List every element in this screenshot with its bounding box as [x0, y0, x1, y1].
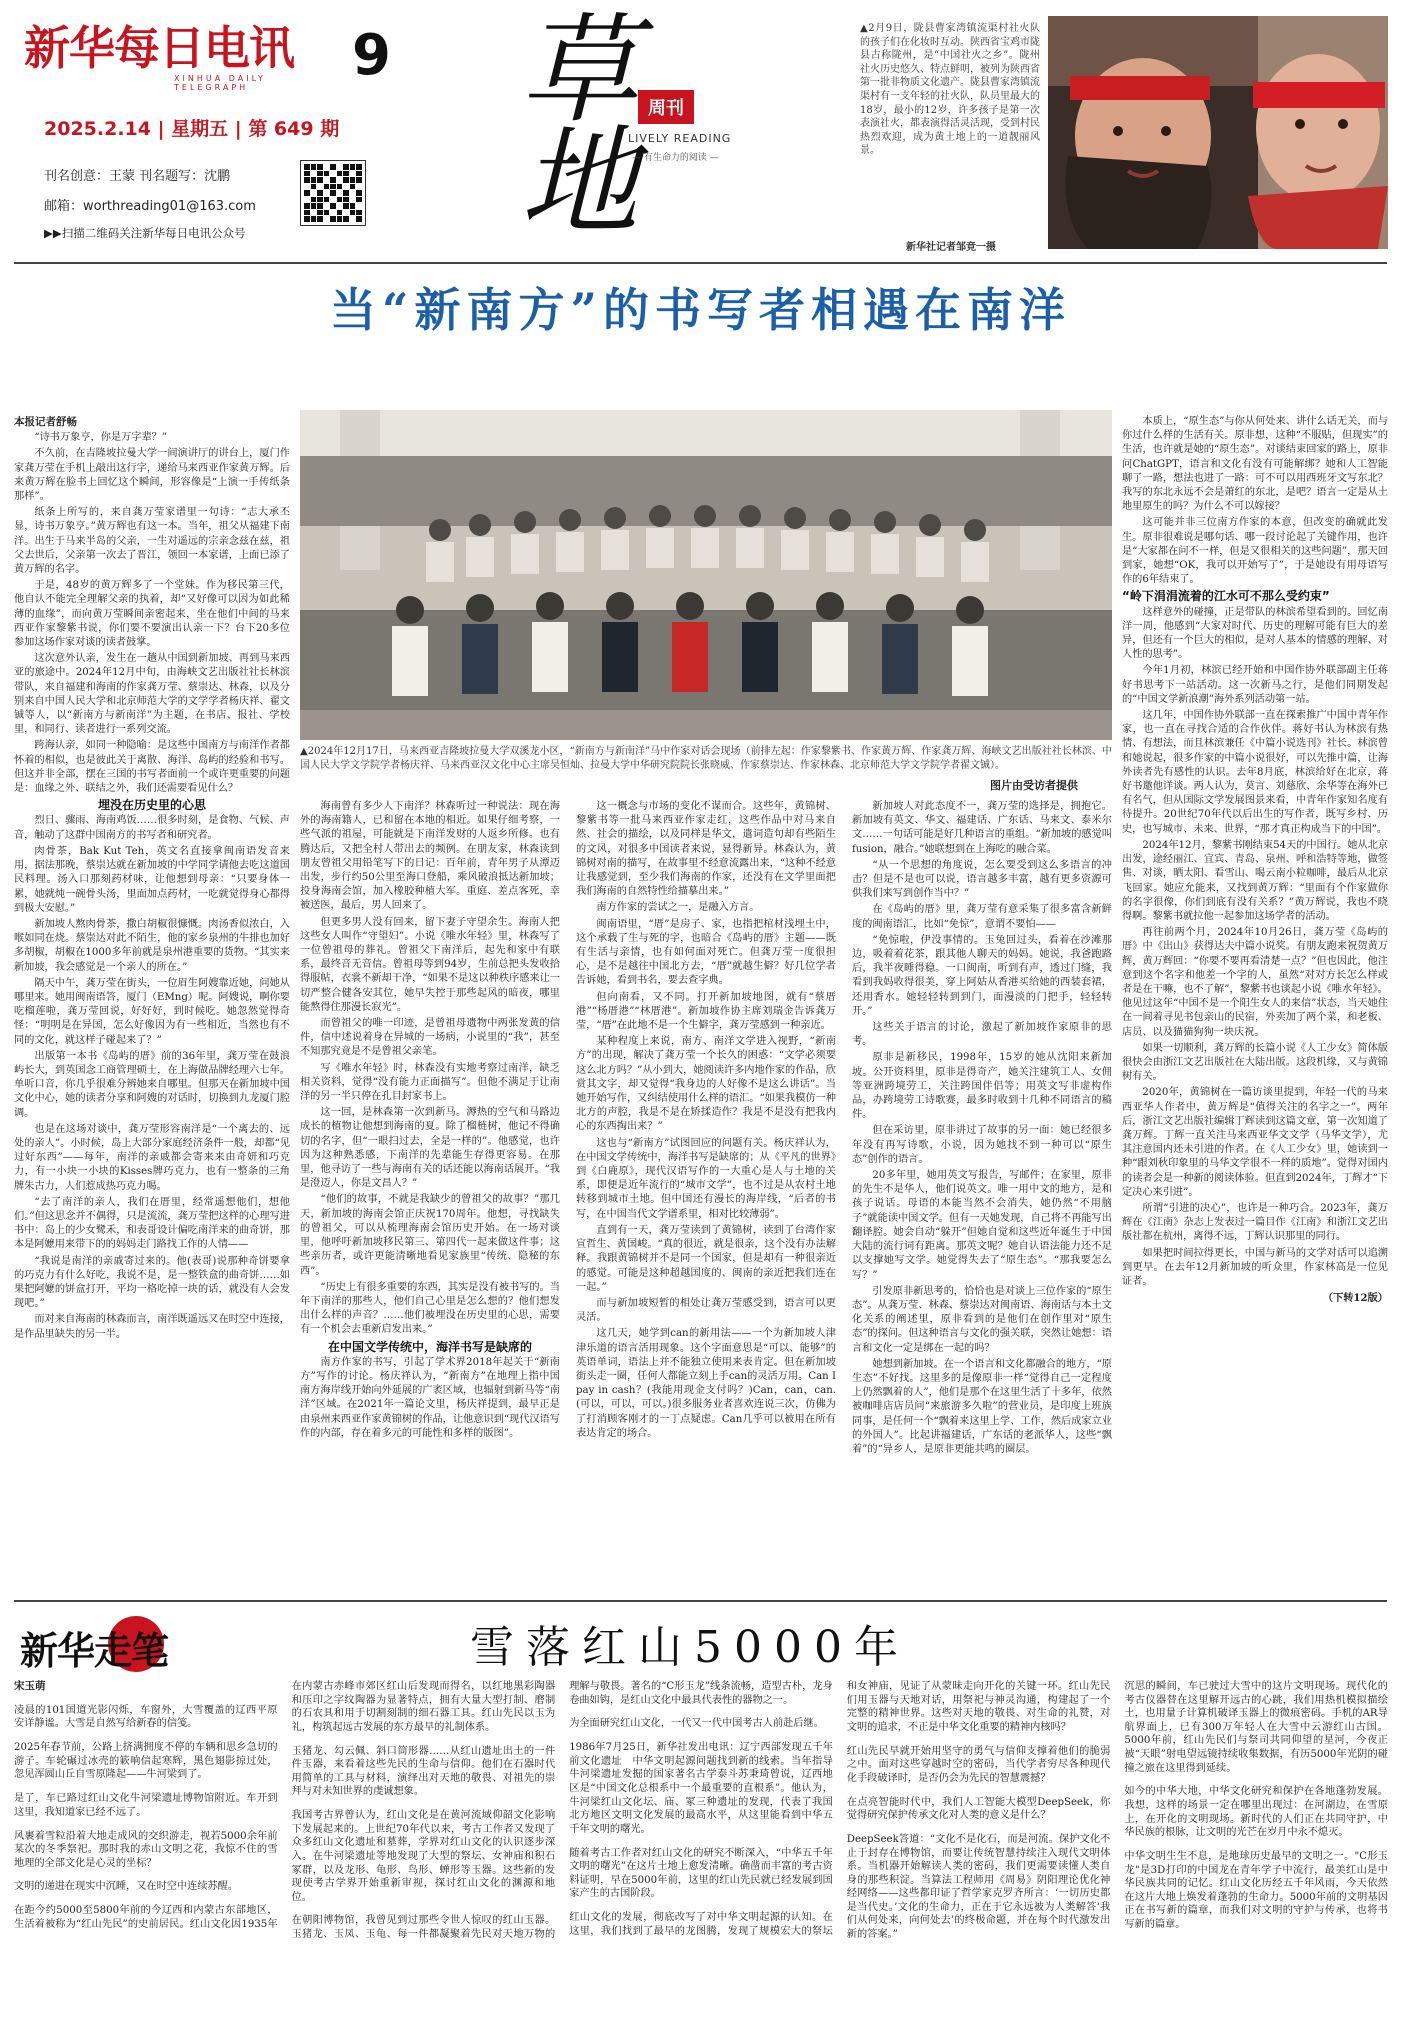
column-byline: 宋玉萌 — [14, 1680, 46, 1692]
paragraph: 这一回，是林森第一次到新马。溽热的空气和马路边成长的植物让他想到海南的夏。除了榴梿树，他记不得确切的名字，但“一眼扫过去，全是一样的”。他感觉，也许因为这种熟悉感，下南洋的先辈能生存得更容易。在那里，他寻访了一些与海南有关的话还能以海南话展开。“我是澄迈人，你是文昌人？” — [300, 1107, 560, 1190]
continue-note: （下转12版） — [1322, 1292, 1388, 1305]
section-logo — [520, 1, 760, 251]
paragraph: 这样意外的碰撞，正是带队的林滨希望看到的。回忆南洋一周，他感到“大家对时代、历史的理解可能有巨大的差异，但还有一个巨大的相似，是对人基本的情感的理解、对人性的思考”。 — [1122, 606, 1388, 661]
paragraph: 玉猪龙、勾云佩、斜口筒形器……从红山遗址出土的一件件玉器，来看着这些先民的生命与信仰。他们在石器时代用简单的工具与材料，演绎出对天地的敬畏、对祖先的崇拜与对未知世界的虔诚想象。 — [291, 1745, 556, 1798]
paragraph: 跨海认亲，如同一种隐喻：是这些中国南方与南洋作者都怀着的相似，也是彼此关于离散、海洋、岛屿的经验和书写。但这并非全部，摆在三国的书写者面前一个或许更重要的问题是：血缘之外、联结之外，我们还需要看见什么？ — [14, 740, 290, 795]
article-column-2 — [300, 800, 560, 1580]
paragraph: 这次意外认亲，发生在一趟从中国到新加坡、再到马来西亚的旅途中。2024年12月中旬，由海峡文艺出版社社长林滨带队，来自福建和海南的作家龚万莹、蔡崇达、林森，以及分别来自中国人民大学和北京师范大学的文学学者杨庆祥、翟文铖等人，以“新南方与新南洋”为主题，在书店、报社、学校里，和同行、读者进行一系列交流。 — [14, 653, 290, 736]
paragraph: 不久前，在吉隆坡拉曼大学一间演讲厅的讲台上，厦门作家龚万莹在手机上敲出这行字，递给马来西亚作家黄万辉。后来黄万辉在脸书上回忆这个瞬间，形容像是“上演一手传纸条那样”。 — [14, 448, 290, 503]
article-column-3 — [576, 800, 836, 1580]
scan-note: ▶▶扫描二维码关注新华每日电讯公众号 — [44, 226, 246, 240]
paragraph: 在点亮智能时代中，我们人工智能大模型DeepSeek，你觉得研究保护传承文化对人类的意义是什么？ — [846, 1796, 1111, 1822]
section-logo-text: 草地 — [520, 1, 639, 251]
paragraph: 南方作家的书写，引起了学术界2018年起关于“新南方”写作的讨论。杨庆祥认为，“新南方”在地理上指中国南方海岸线开始向外延展的广袤区域，也辐射到新马等“南洋”区域。在2021年一篇论文里，杨庆祥提到，最早正是由泉州来西亚作家黄锦树的作品，让他意识到“现代汉语写作的内部，存在着多元的可能性和多样的版图”。 — [300, 1356, 560, 1439]
paragraph: “历史上有很多重要的东西，其实是没有被书写的。当年下南洋的那些人，他们自己心里是怎么想的？他们想发出什么样的声音？……他们被埋没在历史里的心思，需要有一个机会去重新启发出来。” — [300, 1281, 560, 1336]
paragraph: “他们的故事，不就是我缺少的曾祖父的故事？”那几天，新加坡的海南会馆正庆祝170周年。他想，寻找缺失的曾祖父，可以从梳理海南会馆历史开始。在一场对谈里，他呼吁新加坡移民第三、第四代一起来做这件事；这些亲历者，或许更能清晰地看见家族里“传统、隐秘的东西”。 — [300, 1194, 560, 1277]
paragraph: “去了南洋的亲人，我们在厝里，经常遥想他们，想他们。”但这思念并不偶得，只是流流，龚万莹把这样的心理写进书中：岛上的少女鹭禾，和表哥设计偏吃南洋来的曲奇饼，那本是阿嬷用来带下的的妈妈走门路找工作的人情—— — [14, 1196, 290, 1251]
masthead-divider — [14, 262, 1387, 264]
paragraph: 于是，48岁的黄万辉多了一个堂妹。作为移民第三代，他自认不能完全理解父亲的执着，却“又好像可以因为如此稀薄的血缘”，而向黄万莹瞬间亲密起来，坐在他们中间的马来西亚作家黎紫书说，你们要不要演出认亲一下？台下20多位参加这场作家对谈的读者鼓掌。 — [14, 580, 290, 649]
section-badge: 周刊 — [638, 90, 694, 124]
paragraph: 这些关于语言的讨论，激起了新加坡作家原非的思考。 — [852, 1022, 1112, 1048]
subheading-ocean-writing: 在中国文学传统中，海洋书写是缺席的 — [327, 1339, 532, 1354]
paragraph: 新加坡人熬肉骨茶，撒白胡椒很慷慨。肉汤香似浓白，入喉如同在烧。蔡崇达对此不陌生，他的家乡泉州的牛排也加好多胡椒，胡椒在1000多年前就是泉州港重要的货物。“其实来新加坡，我会感觉是一个亲人的所在。” — [14, 918, 290, 973]
paragraph: 引发原非新思考的，恰恰也是对谈上三位作家的“原生态”。从龚万莹、林森、蔡崇达对闽南语、海南话与本土文化关系的阐述里，原非看到的是他们在创作里对“原生态”的探问。但这种语言与文化的强关联，突然让她想：语言和文化一定是绑在一起的吗？ — [852, 1285, 1112, 1354]
paragraph: 中华文明生生不息，是地球历史最早的文明之一。"C形玉龙"是3D打印的中国龙在青年学子中流行，最美红山是中华民族共同的记忆。红山文化历经五千年风雨，今天依然在这片大地上焕发着蓬勃的生命力。5000年前的文明基因正在书写新的篇章，而我们对文明的守护与传承，也将书写新的篇章。 — [1124, 1850, 1388, 1930]
paragraph: “免惊啦，伊没事情的。玉兔回过头，看着在沙滩那边，吸着着花茶，跟其他人聊天的妈妈。她说，我爸跑路后，我半夜睡得稳。一口闽南，听到有声，透过门缝，我看到我妈收得很美，穿上阿姑从香港买给她的西装套裙，还用香水。她轻轻转到到门，面漫淡的门把手，轻轻转开。” — [852, 934, 1112, 1017]
paragraph: 在距今约5000至5800年前的今辽西和内蒙古东部地区，生活着被称为“红山先民”的史前居民。红山文化因1935年在内蒙古赤峰市郊区红山后发现而得名，以红地黑彩陶器和压印之字纹陶器为显著特点，拥有大量大型打制、磨制的石农具和用于切割刻制的细石器工具。红山先民以玉为礼，构筑起远古发展的东方最早的礼制体系。 — [14, 1681, 556, 1930]
paragraph: 纸条上所写的，来自龚万莹家谱里一句诗：“志大承丕显，诗书万象亨。”黄万辉也有这一本。当年，祖父从福建下南洋。出生于马来半岛的父亲，一生对遥远的宗亲念兹在兹，祖父去世后，父亲第一次去了晋江，领回一本家谱，上面已添了黄万辉的名字。 — [14, 507, 290, 576]
article-column-5 — [1122, 415, 1388, 1580]
paragraph: 随着考古工作者对红山文化的研究不断深入，“中华五千年文明的曙光”在这片土地上愈发清晰。确凿而丰富的考古资料证明，早在5000年前，这里的红山先民就已经发展到国家产生的古国阶段。 — [569, 1847, 833, 1900]
paragraph: 新加坡人对此态度不一，龚万莹的选择是，拥抱它。新加坡有英文、华文、福建话、广东话、马来文、泰米尔文……一句话可能是好几种语言的重组。“新加坡的感觉叫fusion，融合。”她联想到在上海吃的融合菜。 — [852, 801, 1112, 855]
paragraph: 南方作家的尝试之一，是融入方言。 — [596, 902, 760, 914]
paragraph: 在《岛屿的厝》里，龚万莹有意采集了很多富含新鲜度的闽南语汇，比如“免惊”，意谓不要怕—— — [852, 904, 1112, 930]
masthead — [0, 0, 1401, 262]
article-column-4 — [852, 800, 1112, 1580]
paragraph: 这几年，中国作协外联部一直在探索推广中国中青年作家，也一直在寻找合适的合作伙伴。蒋好书认为林滨有热情、有想法，而且林滨兼任《中篇小说选刊》社长。林滨曾和她说起，很多作家的中篇小说很好，可以先推中篇，让海外读者先有感性的认识。去年8月底，林滨给好在北京，蒋好书邀他详谈。两人认为，莫言、刘慈欣、余华等在海外已有名气，但从国际文学发展图景来看，中青年作家知名度有待提升。20世纪70年代以后出生的写作者，既写乡村、历史，也写城市、未来、世界，“那才真正构成当下的中国”。 — [1122, 710, 1388, 835]
article-headline: 当“新南方”的书写者相遇在南洋 — [330, 283, 1071, 337]
paragraph: 文明的递进在现实中沉睡，又在时空中连续苏醒。 — [14, 1881, 239, 1893]
paragraph: 再往前两个月，2024年10月26日，龚万莹《岛屿的厝》中《出山》获得达夫中篇小说奖。有朋友跑来祝贺黄万辉，黄万辉回：“你要不要再看清楚一点？”但也因此，他注意到这个名字和他差一个字的人，虽然“对对方长怎么样或者是在干嘛，也不了解”，黎紫书也谈起小说《唯水年轻》。他见过这年“中国不是一个阳生女人的来信”状态，当天她住在一间着寻见书包亲山的民宿，外卖加了两个菜，和老板、店员、以及猫猫狗狗一块庆祝。 — [1122, 927, 1388, 1038]
group-photo-image — [300, 410, 1112, 740]
paragraph: 这一概念与市场的变化不谋而合。这些年，黄锦树、黎紫书等一批马来西亚作家走红，这些作品中对马来自然、社会的描绘，以及同样是华文，遣词造句却有些陌生的文风，对很多中国读者来说，显得新异。林森认为，黄锦树对南的描写，在故事里不经意流露出来，“这种不经意让我感觉到，至少我们海南的作家，还没有在文学里面把我们海南的自然特性给描摹出来。” — [576, 801, 836, 898]
paragraph: 我国考古界曾认为，红山文化是在黄河流域仰韶文化影响下发展起来的。上世纪70年代以来，考古工作者又发现了众多红山文化遗址和墓葬，学界对红山文化的认识逐步深入。在牛河梁遗址等地发现了大型的祭坛、女神庙和积石冢群，以及龙形、龟形、鸟形、蝉形等玉器。这些新的发现使考古学界开始重新审视，探讨红山文化的渊源和地位。 — [291, 1810, 556, 1903]
paragraph: 今年1月初，林滨已经开始和中国作协外联部副主任蒋好书思考下一站活动。这一次新马之行，是他们同期发起的“中国文学新浪潮”海外系列活动第一站。 — [1122, 665, 1388, 705]
paragraph: 20多年里，她用英文写报告，写邮件；在家里，原非的先生不是华人，他们说英文。唯一用中文的地方，是和孩子说话。母语的本能当然不会消失，她仍然“不用脑子”就能读中国文学。但有一天她发现，自己将不再能写出翻译腔。她会自动“躲开”但她自觉和这些近年诞生于中国大陆的流行词有距离。那英文呢？她自认语法能力还不足以支撑她写文学。她觉得失去了“原生态”。“那我要怎么写？” — [852, 1170, 1112, 1281]
paragraph: 红山先民早就开始用坚守的勇气与信仰支撑着他们的脆弱之中。面对这些穿越时空的密码，当代学者穷尽各种现代化手段破译时，是否仍会为先民的智慧震撼？ — [846, 1745, 1111, 1784]
subheading-buried-thoughts: 埋没在历史里的心思 — [97, 798, 206, 813]
paragraph: “我说是南洋的亲戚寄过来的。他(表哥)说那种奇饼要拿的巧克力有什么好吃，我说不是，是一整铁盒的曲奇饼……如果把阿嬷的饼盒打开，平均一格吃掉一块的话，就没有人会发现吧。” — [14, 1255, 290, 1310]
article-byline: 本报记者舒畅 — [14, 416, 77, 428]
email-line: 邮箱：worthreading01@163.com — [44, 199, 256, 214]
paragraph: 海南曾有多少人下南洋？林森听过一种说法：现在海外的海南籍人，已和留在本地的相近。如果仔细考察，一些气派的祖屋，可能就是下南洋发财的人返乡所修。也有腾达后，又把全村人带出去的频例。在朋友家，林森读到朋友曾祖父用铅笔写下的日记：百年前，青年男子从潭迈出发，步行约50公里至海口登船，乘风破浪抵达新加坡；投身海南会馆，加入橡胶种植大军。重庭、差点客死，幸被送医，最后，男人回来了。 — [300, 801, 560, 912]
top-photo-image — [1048, 16, 1388, 249]
paragraph: 是了，车已路过红山文化牛河梁遗址博物馆附近。车开到这里，我知道家已经不远了。 — [14, 1793, 278, 1818]
paragraph: 2020年，黄锦树在一篇访谈里提到，年轻一代的马来西亚华人作者中，黄万辉是“值得关注的名字之一”。两年后，浙江文艺出版社编辑丁辉读到这篇文章，第一次知道了龚万辉。丁辉一直关注马来西亚华文文学（马华文学），尤其注意国内还未引进的作者。在《人工少女》里，她读到一种“跟刘秋印象里的马华文学很不一样的质地”。觉得对国内的读者会是一种新的阅读体验。但直到2024年，丁辉才“下定决心来引进”。 — [1122, 1087, 1388, 1198]
paragraph: 如果把时间拉得更长，中国与新马的文学对话可以追溯到更早。在去年12月新加坡的听众里，作家林高是一位见证者。 — [1122, 1247, 1388, 1287]
paragraph: 2025年春节前，公路上挤满拥度不停的车辆和思乡急切的游子。车轮碾过冰壳的簌响信起寒辉，黑色翅影掠过处，忽见浑圆山丘自雪原隆起——牛河梁到了。 — [14, 1742, 278, 1781]
paragraph: 烈日、骤雨、海南鸡饭……很多时刻，是食物、气候、声音，触动了这群中国南方的书写者和研究者。 — [14, 815, 290, 841]
paragraph: 本质上，“原生态”与你从何处来、讲什么话无关，而与你过什么样的生活有关。原非想，这种“不服贴，但现实”的生活，也许就是她的“原生态”。对谈结束回家的路上，原非问ChatGPT，语言和文化有没有可能解绑？她和人工智能聊了一路，想法也进了一路：可不可以用西班牙文写东北？我写的东北永远不会是萧红的东北，是吧？语言一定是从土地里原生的吗？为什么不可以嫁接？ — [1122, 416, 1388, 513]
qr-code[interactable] — [300, 160, 366, 226]
column-logo-text: 新华走笔 — [20, 1628, 169, 1673]
paragraph: 凌晨的101国道光影闪烁，车窗外，大雪覆盖的辽西平原安详静谧。大雪是自然写给新春的信笺。 — [14, 1704, 278, 1730]
column-headline: 雪落红山5000年 — [470, 1622, 910, 1673]
paragraph: 这可能并非三位南方作家的本意，但改变的确就此发生。原非很难说是哪句话、哪一段讨论起了关键作用，也许是“大家都在问不一样，但是又很相关的这些问题”，那天回到家，她想“OK，我可以开始写了”，于是她设有用母语写作的6年结束了。 — [1122, 517, 1388, 586]
paragraph: 某种程度上来说，南方、南洋文学进入视野，“新南方”的出现，解决了龚万莹一个长久的困惑：“文学必须要这么北方吗？”从小到大，她阅读许多内地作家的作品，欣赏其文字，却又觉得“我身边的人好像不是这么讲话”。当她开始写作，又纠结使用什么样的语汇。“如果我模仿一种北方的声腔，我是不是在矫揉造作？我是不是没有把我内心的东西掏出来？” — [576, 1036, 836, 1133]
newspaper-logo-text: 新华每日电讯 — [24, 21, 294, 75]
paragraph: DeepSeek答道：“文化不是化石，而是河流。保护文化不止于封存在博物馆，而要让传统智慧持续注入现代文明体系。当机器开始解读人类的密码，我们更需要读懂人类自身的那些积淀。当算法工程师用《周易》阴阳理论优化神经网络——这些都印证了哲学家克罗齐所言：‘一切历史都是当代史。’文化的生命力，正在于它永远被为人类解答‘我们从何处来，向何处去’的终极命题，并在每个时代激发出新的答案。” — [846, 1833, 1111, 1941]
paragraph: 红山文化的发展，彻底改写了对中华文明起源的认知。在这里，我们找到了最早的龙图腾，发现了规模宏大的祭坛和女神庙，见证了从蒙昧走向开化的关键一环。红山先民们用玉器与天地对话，用祭祀与神灵沟通，构建起了一个完整的精神世界。这些对天地的敬畏、对生命的礼赞，对文明的追求，不正是中华文化重要的精神内核吗？ — [569, 1681, 1111, 1937]
newspaper-logo-subtitle: XINHUA DAILY TELEGRAPH — [174, 74, 266, 92]
paragraph: 为全面研究红山文化，一代又一代中国考古人前赴后继。 — [569, 1718, 824, 1730]
group-photo-credit: 图片由受访者提供 — [990, 779, 1078, 792]
paragraph: 出版第一本书《岛屿的厝》前的36年里，龚万莹在鼓浪屿长大，到英国念工商管理硕士，在上海做品牌经理六七年。单听口音，你几乎很难分辨她来自哪里。但那天在新加坡中国文化中心，她的读者分享和阿嫂的对话时，切换到九龙厦门腔调。 — [14, 1050, 290, 1119]
article-column-1 — [14, 415, 290, 1575]
paragraph: 闽南语里，“厝”是房子、家，也指把棺材浅埋土中，这个承载了生与死的字，也暗合《岛屿的厝》主题——既有生活与亲情，也有如何面对死亡。但龚万莹一度很担心，是不是越往中国北方去，“厝”就越生僻？好几位学者告诉她，看到书名，要去查字典。 — [576, 918, 836, 987]
paragraph: 但在采访里，原非讲过了故事的另一面：她已经很多年没有再写诗歌，小说，因为她找不到一种可以“原生态”创作的语言。 — [852, 1125, 1112, 1165]
top-photo-caption-text: ▲2月9日，陇县曹家湾镇流渠村社火队的孩子们在化妆时互动。陕西省宝鸡市陇县古称陇州，是“中国社火之乡”。陇州社火历史悠久、特点鲜明，被列为陕西省第一批非物质文化遗产。陇县曹家湾镇流渠村有一支年轻的社火队，队员里最大的18岁，最小的12岁，许多孩子是第一次表演社火，都表演得活灵活现，受到村民热烈欢迎，成为黄土地上的一道靓丽风景。 — [860, 23, 1040, 157]
paragraph: 沉思的瞬间，车已驶过大雪中的这片文明现场。现代化的考古仪器替在这里解开远古的心跳，我们用热机模拟描绘土，也用量子计算机破译玉器上的微痕密码。手机的AR导航界面上，已有300万年轻人在大雪中云游红山古国。5000年前，红山先民们与祭司共同仰望的星河，今夜正被“天眼”射电望远镜持续收集数据，有历5000年光阴的碰撞之旅在这里得到延续。 — [1124, 1681, 1388, 1774]
top-photo-credit: 新华社记者邹竞一摄 — [906, 242, 996, 253]
issue-date-line: 2025.2.14 | 星期五 | 第 649 期 — [44, 118, 340, 140]
column-logo — [20, 1616, 210, 1672]
paragraph: 而曾祖父的唯一印迹，是曾祖母遗物中两张发黄的信件，信中述说着身在异城的一场病，小说里的“我”，甚至不知那究竟是不是曾祖父亲笔。 — [300, 1018, 560, 1058]
paragraph: 原非是新移民，1998年，15岁的她从沈阳来新加坡。公开资料里，原非是得奇产，她关注建筑工人、女佣等亚洲跨境劳工，关注跨国伴侣等；用英文写非虚构作品，办跨境劳工诗歌赛，最多时收到十几种不同语言的稿件。 — [852, 1052, 1112, 1121]
section-slogan: — 有生命力的阅读 — — [632, 153, 719, 163]
group-photo — [300, 410, 1112, 740]
paragraph: “从一个思想的角度说，怎么要受到这么多语言的冲击？但是不是也可以说，语言越多丰富，越有更多资源可供我们来写到创作当中？” — [852, 859, 1112, 900]
column-body — [14, 1680, 1388, 2025]
top-photo — [1048, 16, 1388, 249]
section-en-name: LIVELY READING — [628, 132, 732, 145]
group-photo-caption-text: ▲2024年12月17日，马来西亚吉隆坡拉曼大学双溪龙小区，“新南方与新南洋”马中作家对话会现场（前排左起：作家黎紫书、作家黄万辉、作家龚万辉、海峡文艺出版社社长林滨、中国人民大学文学院学者杨庆祥、马来西亚汉文化中心主席吴恒灿、拉曼大学中华研究院院长张晓威、作家蔡崇达、作家林森、北京师范大学文学院学者翟文铖）。 — [300, 746, 1112, 771]
paragraph: 1986年7月25日，新华社发出电讯：辽宁西部发现五千年前文化遗址 中华文明起源问题找到新的线索。当年指导牛河梁遗址发掘的国家著名古学泰斗苏秉琦曾说，辽西地区是“中国文化总根系中一个最重要的直根系”。他认为，牛河梁红山文化坛、庙、冢三种遗址的发现，代表了我国北方地区文明文化发展的最高水平，从这里能看到中华五千年文明的曙光。 — [569, 1742, 833, 1835]
paragraph: 所谓“引进的决心”，也许是一种巧合。2023年，龚万辉在《江南》杂志上发表过一篇目作《江南》和浙江文艺出版社都在杭州，离得不远，丁辉认识那里的同行。 — [1122, 1202, 1388, 1243]
paragraph: 但向南看，又不同。打开新加坡地图，就有“蔡厝港”“杨厝港”“林厝港”。新加坡作协主席刘瑞金告诉龚万莹，“厝”在此地不是一个生僻字，龚万莹感到一种亲近。 — [576, 991, 836, 1032]
paragraph: 写《唯水年轻》时，林森没有实地考察过南洋，缺乏相关资料，觉得“没有能力正面描写”。但他不满足于让南洋的另一半只停在孔目封家书上。 — [300, 1062, 560, 1103]
paragraph: 这几天，她学到can的新用法——一个为新加坡人津津乐道的语言活用现象。这个字面意思是“可以、能够”的英语单词，语法上并不能独立使用来表肯定。但在新加坡街头走一圈，任何人都能立刻上手can的灵活万用。Can I pay in cash？(我能用现金支付吗？)Can，can，can.(可以，可以，可以。)很多服务业者喜欢连说三次，仿佛为了打消顾客刚才的一丁点疑虑。Can几乎可以被用在所有表达肯定的场合。 — [576, 1328, 836, 1439]
paragraph: 也是在这场对谈中，龚万莹形容南洋是“一个离去的、远处的亲人”。小时候，岛上大部分家庭经济条件一般，却都“见过好东西”——每年，南洋的亲戚都会寄来来由奇妍和巧克力，有一小块一小块的Kisses牌巧克力，也有一整条的三角牌朱古力，人们惹成热巧克力喝。 — [14, 1123, 290, 1192]
paragraph: 风裹着雪粒沿着大地走成风的交织游走，视若5000余年前某次的冬季祭祀。那时我的赤山文明之花，我惊不住的雪地理的全部文化是心灵的坐标？ — [14, 1830, 278, 1869]
group-photo-caption — [300, 745, 1112, 773]
paragraph: 2024年12月，黎紫书刚结束54天的中国行。她从北京出发，途经丽江、宜宾、青岛、泉州、呼和浩特等地，做签售、对谈，晒太阳、看雪山、喝云南小粒咖啡，最后从北京飞回家。她应允能来，又找到黄万辉：“里面有个作家做你的名字很像，你们到底有没有关系？”黄万辉说，我也不晓得啊。黎紫书就拉他一起参加这场学者的活动。 — [1122, 839, 1388, 922]
paragraph: 这也与“新南方”试图回应的问题有关。杨庆祥认为，在中国文学传统中，海洋书写是缺席的；从《平凡的世界》到《白鹿原》，现代汉语写作的一大重心是人与土地的关系，即便是近年流行的“城市文学”，也不过是从农村土地转移到城市土地。但中国还有漫长的海岸线，“后者的书写，在中国当代文学谱系里，相对比较薄弱”。 — [576, 1137, 836, 1220]
paragraph: 肉骨茶，Bak Kut Teh，英文名直接拿闽南语发音来用，据法那晚，蔡崇达就在新加坡的中学同学请他去吃这道国民料理。汤入口那刻药材味，让他想到母亲：“只要身体一累，她就炖一碗骨头汤，里面加点药材，一吃就觉得身心都得到极大安慰。” — [14, 845, 290, 914]
paragraph: 而与新加坡短暂的相处让龚万莹感受到，语言可以更灵活。 — [576, 1297, 836, 1324]
paragraph: 隔天中午，龚万莹在街头，一位眉生阿嫂靠近她，问她从哪里来。她用闽南语答，厦门（EMng）呢。阿嫂说，啊你要吃榴莲啦，龚万莹回说，好好好，到时候吃。她忽然觉得奇怪：“明明是在异国，怎么好像因为有一些相近，当然也有不同的文化，就这样子碰起来了？” — [14, 977, 290, 1046]
paragraph: 在朝阳博物馆，我曾见到过那些令世人惊叹的红山玉器。玉猪龙、玉凤、玉龟、每一件都凝聚着先民对天地万物的理解与敬畏。著名的“C形玉龙”线条流畅，造型古朴，龙身卷曲如钩，是红山文化中最具代表性的器物之一。 — [291, 1681, 833, 1941]
paragraph: 如果一切顺利，龚万辉的长篇小说《人工少女》简体版很快会由浙江文艺出版社在大陆出版。这段机缘，又与黄锦树有关。 — [1122, 1042, 1388, 1083]
paragraph: 如今的中华大地，中华文化研究和保护在各地蓬勃发展。我想，这样的场景一定在哪里出现过：在河湖边，在雪原上，在开化的文明现场。新时代的人们正在共同守护，中华民族的根脉，让文明的光芒在岁月中永不熄灭。 — [1124, 1786, 1388, 1839]
paragraph: 直到有一天，龚万莹读到了黄锦树，读到了台湾作家宣哲生、黄国峻。“真的很近，就是很亲，这个没有办法解释。我跟黄锦树并不是同一个国家，但是却有一种很亲近的感觉。可能是这种超越国度的、闽南的亲近把我们连在一起。” — [576, 1224, 836, 1293]
column-section-divider — [14, 1600, 1387, 1602]
page-number: 9 — [352, 23, 391, 88]
subheading-river: “岭下涓涓流着的江水可不那么受约束” — [1122, 589, 1330, 604]
paragraph: “诗书万象亨，你是万字辈？” — [34, 432, 168, 444]
credits-line: 刊名创意：王蒙 刊名题写：沈鹏 — [44, 169, 231, 184]
newspaper-logo — [24, 20, 324, 90]
paragraph: 而对来自海南的林森而言，南洋既遥远又在时空中连接，是作品里缺失的另一半。 — [14, 1314, 290, 1340]
paragraph: 但更多男人没有回来，留下妻子守望余生。海南人把这些女人叫作“守望妇”。小说《唯水年轻》里，林森写了一位曾祖母的葬礼。曾祖父下南洋后，起先和家中有联系，最终音无音信。曾祖母等到94岁，生前总把头发收拾得服帖，衣裳不新却干净，“如果不是这以种秩序感来让一切严整合健各安其位，她早失控于那些起风的暗夜，哪里能熬得住那漫长寂光”。 — [300, 916, 560, 1013]
paragraph: 她想到新加坡。在一个语言和文化都融合的地方，“原生态”不好找。这里多的是像原非一样“觉得自己一定程度上仍然飘着的人”，他们是那个在这里生活了十多年，依然被咖啡店店员问“来旅游多久啦”的营业员，是印度上班族同事，是任何一个“飘着来这里上学、工作，然后成家立业的外国人”。比起讲福建话，广东话的老派华人，这些“飘着”的“异乡人，是原非更能共鸣的圈层。 — [852, 1358, 1112, 1455]
top-photo-caption — [860, 22, 1040, 234]
